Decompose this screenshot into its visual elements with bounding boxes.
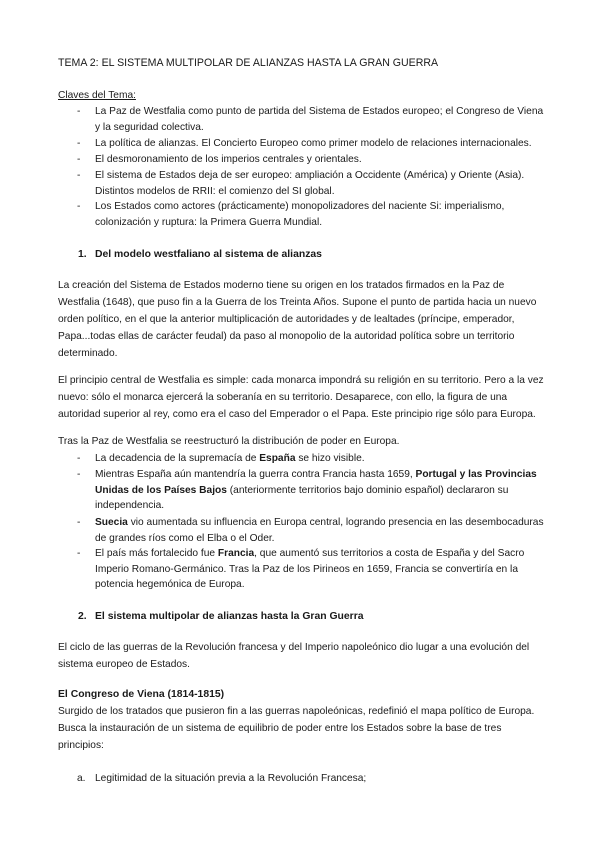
section1-number: 1. (78, 249, 87, 260)
bullet-item (95, 467, 545, 514)
claves-item: El sistema de Estados deja de ser europeo: ampliación a Occidente (América) y Oriente (Asia). Distintos modelos de RRII: el comienzo del SI global. (95, 170, 525, 197)
claves-item: Los Estados como actores (prácticamente) monopolizadores del naciente Si: imperialismo, colonización y ruptura: la Primera Guerra Mundial. (95, 201, 505, 228)
section2-heading: El sistema multipolar de alianzas hasta la Gran Guerra (95, 611, 364, 622)
bullet-text: , que aumentó sus territorios a costa de España y del Sacro Imperio Romano-Germánico. Tras la Paz de los Pirineos en 1659, Francia se convertiría en la potencia hegemónica de Europa. (95, 548, 525, 591)
bullet-text: se hizo visible. (295, 453, 365, 464)
bullet-bold: Portugal y las Provincias Unidas de los Países Bajos (95, 469, 537, 496)
claves-item: La política de alianzas. El Concierto Europeo como primer modelo de relaciones internacionales. (95, 138, 532, 149)
bullet-text: (anteriormente territorios bajo dominio español) declararon su independencia. (95, 484, 509, 512)
list-marker: a. (77, 773, 86, 784)
document-title: TEMA 2: EL SISTEMA MULTIPOLAR DE ALIANZAS HASTA LA GRAN GUERRA (58, 57, 439, 69)
dash-marker: - (77, 453, 81, 464)
dash-marker: - (77, 138, 81, 149)
bullet-bold: Suecia (95, 517, 128, 528)
dash-marker: - (77, 469, 81, 480)
bullet-text: El país más fortalecido fue (95, 548, 218, 559)
section1-paragraph-1: La creación del Sistema de Estados moderno tiene su origen en los tratados firmados en la Paz de Westfalia (1648), que puso fin a la Guerra de los Treinta Años. Supone el punto de partida hacia un nuevo orden político, en el que la anterior multiplicación de autoridades y de lealtades (príncipe, emperador, Papa...todas ellas de carácter feudal) da paso al monopolio de la autoridad política sobre un territorio determinado. (58, 280, 537, 359)
section1-paragraph-3: Tras la Paz de Westfalia se reestructuró la distribución de poder en Europa. (58, 436, 400, 447)
congreso-heading: El Congreso de Viena (1814-1815) (58, 689, 225, 700)
bullet-text: Mientras España aún mantendría la guerra contra Francia hasta 1659, (95, 469, 416, 480)
dash-marker: - (77, 201, 81, 212)
bullet-bold: Francia (217, 548, 255, 559)
section2-paragraph-1: El ciclo de las guerras de la Revolución francesa y del Imperio napoleónico dio lugar a una evolución del sistema europeo de Estados. (58, 642, 530, 670)
bullet-item (95, 515, 545, 546)
dash-marker: - (77, 170, 81, 181)
section2-number: 2. (78, 611, 87, 622)
claves-item: La Paz de Westfalia como punto de partida del Sistema de Estados europeo; el Congreso de Viena y la seguridad colectiva. (95, 106, 544, 133)
section1-heading: Del modelo westfaliano al sistema de alianzas (95, 249, 322, 260)
bullet-item (95, 451, 545, 467)
dash-marker: - (77, 548, 81, 559)
bullet-text: La decadencia de la supremacía de (95, 453, 260, 464)
bullet-item (95, 546, 545, 593)
list-item: Legitimidad de la situación previa a la Revolución Francesa; (95, 773, 367, 784)
bullet-bold: España (259, 453, 296, 464)
claves-item: El desmoronamiento de los imperios centrales y orientales. (95, 154, 362, 165)
dash-marker: - (77, 517, 81, 528)
section1-paragraph-2: El principio central de Westfalia es simple: cada monarca impondrá su religión en su territorio. Pero a la vez nuevo: sólo el monarca ejercerá la soberanía en su territorio. Desaparece, con ello, la figura de una autoridad superior al rey, como era el caso del Emperador o el Papa. Este principio rige sólo para Europa. (58, 375, 544, 420)
dash-marker: - (77, 154, 81, 165)
dash-marker: - (77, 106, 81, 117)
claves-heading: Claves del Tema: (58, 90, 136, 101)
section2-paragraph-2: Surgido de los tratados que pusieron fin a las guerras napoleónicas, redefinió el mapa político de Europa. Busca la instauración de un sistema de equilibrio de poder entre los Estados sobre la base de tres principios: (58, 706, 535, 751)
bullet-text: vio aumentada su influencia en Europa central, logrando presencia en las desembocaduras de grandes ríos como el Elba o el Oder. (95, 517, 544, 544)
